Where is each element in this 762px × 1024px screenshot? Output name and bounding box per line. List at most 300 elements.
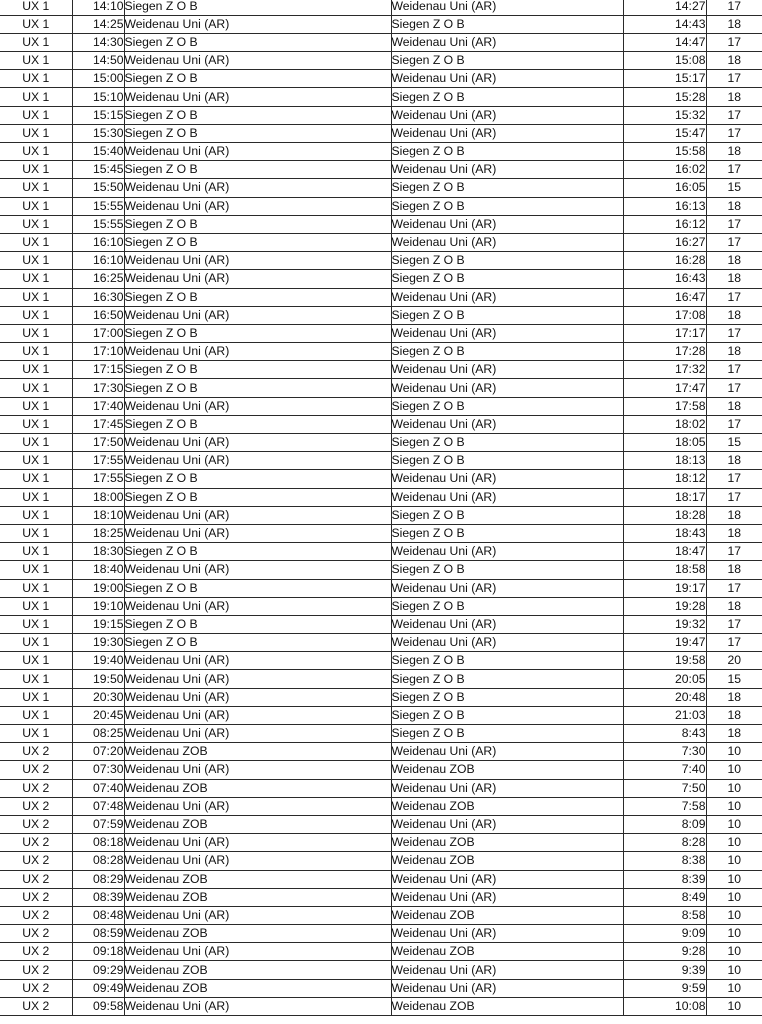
origin-stop-cell: Weidenau Uni (AR) <box>124 688 391 706</box>
origin-stop-cell: Weidenau Uni (AR) <box>124 506 391 524</box>
departure-time-cell: 14:30 <box>72 33 124 51</box>
table-row <box>0 52 762 70</box>
departure-time-cell: 16:25 <box>72 270 124 288</box>
line-cell: UX 1 <box>0 543 72 561</box>
arrival-time-cell: 17:47 <box>623 379 706 397</box>
departure-time-cell: 17:15 <box>72 361 124 379</box>
table-row <box>0 524 762 542</box>
departure-time-cell: 08:18 <box>72 834 124 852</box>
duration-cell: 20 <box>706 652 762 670</box>
duration-cell: 15 <box>706 434 762 452</box>
table-row <box>0 670 762 688</box>
table-row <box>0 961 762 979</box>
arrival-time-cell: 15:58 <box>623 143 706 161</box>
destination-stop-cell: Weidenau ZOB <box>391 834 623 852</box>
arrival-time-cell: 16:28 <box>623 252 706 270</box>
table-row <box>0 597 762 615</box>
origin-stop-cell: Siegen Z O B <box>124 415 391 433</box>
destination-stop-cell: Weidenau Uni (AR) <box>391 870 623 888</box>
duration-cell: 10 <box>706 961 762 979</box>
origin-stop-cell: Weidenau Uni (AR) <box>124 52 391 70</box>
destination-stop-cell: Siegen Z O B <box>391 688 623 706</box>
destination-stop-cell: Siegen Z O B <box>391 52 623 70</box>
departure-time-cell: 16:10 <box>72 252 124 270</box>
departure-time-cell: 08:25 <box>72 725 124 743</box>
line-cell: UX 1 <box>0 488 72 506</box>
line-cell: UX 1 <box>0 397 72 415</box>
destination-stop-cell: Weidenau Uni (AR) <box>391 0 623 15</box>
line-cell: UX 2 <box>0 888 72 906</box>
duration-cell: 17 <box>706 106 762 124</box>
destination-stop-cell: Weidenau Uni (AR) <box>391 361 623 379</box>
origin-stop-cell: Weidenau ZOB <box>124 870 391 888</box>
duration-cell: 10 <box>706 815 762 833</box>
table-row <box>0 943 762 961</box>
departure-time-cell: 18:30 <box>72 543 124 561</box>
arrival-time-cell: 18:58 <box>623 561 706 579</box>
line-cell: UX 2 <box>0 815 72 833</box>
origin-stop-cell: Weidenau Uni (AR) <box>124 252 391 270</box>
arrival-time-cell: 18:28 <box>623 506 706 524</box>
duration-cell: 17 <box>706 288 762 306</box>
departure-time-cell: 09:58 <box>72 997 124 1015</box>
line-cell: UX 1 <box>0 670 72 688</box>
destination-stop-cell: Weidenau ZOB <box>391 761 623 779</box>
arrival-time-cell: 8:28 <box>623 834 706 852</box>
departure-time-cell: 15:45 <box>72 161 124 179</box>
table-row <box>0 688 762 706</box>
line-cell: UX 1 <box>0 415 72 433</box>
line-cell: UX 2 <box>0 779 72 797</box>
duration-cell: 17 <box>706 634 762 652</box>
origin-stop-cell: Weidenau Uni (AR) <box>124 197 391 215</box>
duration-cell: 17 <box>706 233 762 251</box>
duration-cell: 10 <box>706 925 762 943</box>
destination-stop-cell: Weidenau Uni (AR) <box>391 815 623 833</box>
arrival-time-cell: 21:03 <box>623 706 706 724</box>
origin-stop-cell: Siegen Z O B <box>124 361 391 379</box>
duration-cell: 18 <box>706 397 762 415</box>
destination-stop-cell: Siegen Z O B <box>391 343 623 361</box>
line-cell: UX 2 <box>0 906 72 924</box>
origin-stop-cell: Weidenau Uni (AR) <box>124 597 391 615</box>
line-cell: UX 1 <box>0 561 72 579</box>
destination-stop-cell: Siegen Z O B <box>391 506 623 524</box>
departure-time-cell: 17:30 <box>72 379 124 397</box>
line-cell: UX 2 <box>0 961 72 979</box>
table-row <box>0 179 762 197</box>
origin-stop-cell: Weidenau ZOB <box>124 925 391 943</box>
line-cell: UX 2 <box>0 852 72 870</box>
origin-stop-cell: Siegen Z O B <box>124 579 391 597</box>
duration-cell: 18 <box>706 688 762 706</box>
table-row <box>0 197 762 215</box>
destination-stop-cell: Weidenau Uni (AR) <box>391 106 623 124</box>
line-cell: UX 2 <box>0 979 72 997</box>
departure-time-cell: 15:55 <box>72 215 124 233</box>
duration-cell: 17 <box>706 361 762 379</box>
duration-cell: 17 <box>706 124 762 142</box>
line-cell: UX 1 <box>0 379 72 397</box>
destination-stop-cell: Weidenau Uni (AR) <box>391 161 623 179</box>
duration-cell: 17 <box>706 0 762 15</box>
line-cell: UX 1 <box>0 33 72 51</box>
destination-stop-cell: Siegen Z O B <box>391 434 623 452</box>
departure-time-cell: 09:29 <box>72 961 124 979</box>
line-cell: UX 1 <box>0 143 72 161</box>
arrival-time-cell: 17:58 <box>623 397 706 415</box>
duration-cell: 17 <box>706 324 762 342</box>
arrival-time-cell: 18:02 <box>623 415 706 433</box>
departure-time-cell: 07:20 <box>72 743 124 761</box>
origin-stop-cell: Weidenau ZOB <box>124 961 391 979</box>
origin-stop-cell: Weidenau Uni (AR) <box>124 306 391 324</box>
duration-cell: 17 <box>706 579 762 597</box>
table-row <box>0 488 762 506</box>
line-cell: UX 1 <box>0 343 72 361</box>
arrival-time-cell: 19:17 <box>623 579 706 597</box>
arrival-time-cell: 16:43 <box>623 270 706 288</box>
line-cell: UX 1 <box>0 124 72 142</box>
table-row <box>0 725 762 743</box>
destination-stop-cell: Siegen Z O B <box>391 270 623 288</box>
origin-stop-cell: Weidenau Uni (AR) <box>124 270 391 288</box>
destination-stop-cell: Weidenau Uni (AR) <box>391 33 623 51</box>
departure-time-cell: 20:45 <box>72 706 124 724</box>
duration-cell: 18 <box>706 15 762 33</box>
departure-time-cell: 19:15 <box>72 615 124 633</box>
line-cell: UX 1 <box>0 452 72 470</box>
destination-stop-cell: Siegen Z O B <box>391 561 623 579</box>
destination-stop-cell: Weidenau Uni (AR) <box>391 70 623 88</box>
arrival-time-cell: 16:02 <box>623 161 706 179</box>
table-row <box>0 397 762 415</box>
arrival-time-cell: 14:43 <box>623 15 706 33</box>
duration-cell: 18 <box>706 452 762 470</box>
line-cell: UX 1 <box>0 688 72 706</box>
destination-stop-cell: Weidenau Uni (AR) <box>391 324 623 342</box>
line-cell: UX 1 <box>0 615 72 633</box>
table-row <box>0 343 762 361</box>
line-cell: UX 2 <box>0 925 72 943</box>
destination-stop-cell: Weidenau ZOB <box>391 797 623 815</box>
line-cell: UX 2 <box>0 761 72 779</box>
destination-stop-cell: Siegen Z O B <box>391 143 623 161</box>
line-cell: UX 1 <box>0 0 72 15</box>
arrival-time-cell: 7:50 <box>623 779 706 797</box>
origin-stop-cell: Siegen Z O B <box>124 324 391 342</box>
arrival-time-cell: 8:43 <box>623 725 706 743</box>
arrival-time-cell: 16:13 <box>623 197 706 215</box>
duration-cell: 10 <box>706 870 762 888</box>
destination-stop-cell: Weidenau Uni (AR) <box>391 233 623 251</box>
arrival-time-cell: 17:28 <box>623 343 706 361</box>
destination-stop-cell: Weidenau Uni (AR) <box>391 415 623 433</box>
departure-time-cell: 18:25 <box>72 524 124 542</box>
origin-stop-cell: Weidenau ZOB <box>124 779 391 797</box>
departure-time-cell: 08:59 <box>72 925 124 943</box>
origin-stop-cell: Siegen Z O B <box>124 634 391 652</box>
departure-time-cell: 19:50 <box>72 670 124 688</box>
table-row <box>0 834 762 852</box>
arrival-time-cell: 16:12 <box>623 215 706 233</box>
line-cell: UX 1 <box>0 161 72 179</box>
departure-time-cell: 19:10 <box>72 597 124 615</box>
destination-stop-cell: Weidenau Uni (AR) <box>391 979 623 997</box>
departure-time-cell: 17:50 <box>72 434 124 452</box>
line-cell: UX 1 <box>0 506 72 524</box>
line-cell: UX 1 <box>0 706 72 724</box>
departure-time-cell: 17:55 <box>72 470 124 488</box>
departure-time-cell: 15:00 <box>72 70 124 88</box>
departure-time-cell: 19:30 <box>72 634 124 652</box>
line-cell: UX 1 <box>0 725 72 743</box>
duration-cell: 17 <box>706 33 762 51</box>
duration-cell: 10 <box>706 779 762 797</box>
arrival-time-cell: 17:17 <box>623 324 706 342</box>
departure-time-cell: 14:10 <box>72 0 124 15</box>
destination-stop-cell: Weidenau ZOB <box>391 997 623 1015</box>
table-row <box>0 0 762 15</box>
destination-stop-cell: Siegen Z O B <box>391 252 623 270</box>
departure-time-cell: 07:59 <box>72 815 124 833</box>
departure-time-cell: 18:40 <box>72 561 124 579</box>
departure-time-cell: 16:10 <box>72 233 124 251</box>
departure-time-cell: 20:30 <box>72 688 124 706</box>
table-row <box>0 161 762 179</box>
table-row <box>0 434 762 452</box>
duration-cell: 18 <box>706 725 762 743</box>
duration-cell: 17 <box>706 543 762 561</box>
arrival-time-cell: 20:05 <box>623 670 706 688</box>
table-row <box>0 288 762 306</box>
destination-stop-cell: Weidenau Uni (AR) <box>391 779 623 797</box>
destination-stop-cell: Weidenau Uni (AR) <box>391 888 623 906</box>
line-cell: UX 2 <box>0 743 72 761</box>
table-row <box>0 106 762 124</box>
arrival-time-cell: 17:08 <box>623 306 706 324</box>
line-cell: UX 1 <box>0 197 72 215</box>
departure-time-cell: 19:00 <box>72 579 124 597</box>
origin-stop-cell: Weidenau Uni (AR) <box>124 15 391 33</box>
table-row <box>0 70 762 88</box>
table-row <box>0 270 762 288</box>
destination-stop-cell: Weidenau Uni (AR) <box>391 925 623 943</box>
arrival-time-cell: 9:59 <box>623 979 706 997</box>
destination-stop-cell: Weidenau Uni (AR) <box>391 215 623 233</box>
arrival-time-cell: 9:28 <box>623 943 706 961</box>
destination-stop-cell: Weidenau Uni (AR) <box>391 579 623 597</box>
line-cell: UX 1 <box>0 652 72 670</box>
destination-stop-cell: Weidenau Uni (AR) <box>391 743 623 761</box>
departure-time-cell: 17:00 <box>72 324 124 342</box>
origin-stop-cell: Weidenau Uni (AR) <box>124 906 391 924</box>
destination-stop-cell: Siegen Z O B <box>391 670 623 688</box>
table-row <box>0 379 762 397</box>
arrival-time-cell: 19:47 <box>623 634 706 652</box>
arrival-time-cell: 16:27 <box>623 233 706 251</box>
arrival-time-cell: 9:09 <box>623 925 706 943</box>
duration-cell: 17 <box>706 415 762 433</box>
duration-cell: 10 <box>706 943 762 961</box>
origin-stop-cell: Weidenau Uni (AR) <box>124 524 391 542</box>
departure-time-cell: 18:10 <box>72 506 124 524</box>
table-row <box>0 579 762 597</box>
table-row <box>0 979 762 997</box>
duration-cell: 15 <box>706 179 762 197</box>
arrival-time-cell: 15:28 <box>623 88 706 106</box>
arrival-time-cell: 14:27 <box>623 0 706 15</box>
arrival-time-cell: 18:13 <box>623 452 706 470</box>
departure-time-cell: 08:39 <box>72 888 124 906</box>
table-row <box>0 815 762 833</box>
duration-cell: 17 <box>706 161 762 179</box>
line-cell: UX 1 <box>0 70 72 88</box>
arrival-time-cell: 8:49 <box>623 888 706 906</box>
origin-stop-cell: Siegen Z O B <box>124 124 391 142</box>
departure-time-cell: 17:40 <box>72 397 124 415</box>
destination-stop-cell: Siegen Z O B <box>391 524 623 542</box>
departure-time-cell: 16:50 <box>72 306 124 324</box>
destination-stop-cell: Siegen Z O B <box>391 179 623 197</box>
table-row <box>0 215 762 233</box>
duration-cell: 18 <box>706 270 762 288</box>
table-row <box>0 888 762 906</box>
origin-stop-cell: Siegen Z O B <box>124 215 391 233</box>
arrival-time-cell: 15:32 <box>623 106 706 124</box>
origin-stop-cell: Siegen Z O B <box>124 470 391 488</box>
line-cell: UX 2 <box>0 997 72 1015</box>
line-cell: UX 1 <box>0 634 72 652</box>
duration-cell: 10 <box>706 761 762 779</box>
duration-cell: 10 <box>706 834 762 852</box>
line-cell: UX 1 <box>0 288 72 306</box>
departure-time-cell: 15:10 <box>72 88 124 106</box>
duration-cell: 18 <box>706 88 762 106</box>
table-row <box>0 652 762 670</box>
table-row <box>0 88 762 106</box>
origin-stop-cell: Siegen Z O B <box>124 33 391 51</box>
table-row <box>0 561 762 579</box>
arrival-time-cell: 19:28 <box>623 597 706 615</box>
destination-stop-cell: Siegen Z O B <box>391 88 623 106</box>
line-cell: UX 1 <box>0 324 72 342</box>
departure-time-cell: 17:55 <box>72 452 124 470</box>
table-row <box>0 361 762 379</box>
table-row <box>0 233 762 251</box>
line-cell: UX 1 <box>0 524 72 542</box>
duration-cell: 10 <box>706 797 762 815</box>
line-cell: UX 1 <box>0 434 72 452</box>
line-cell: UX 1 <box>0 215 72 233</box>
departure-time-cell: 08:48 <box>72 906 124 924</box>
duration-cell: 18 <box>706 597 762 615</box>
origin-stop-cell: Weidenau Uni (AR) <box>124 852 391 870</box>
arrival-time-cell: 8:39 <box>623 870 706 888</box>
origin-stop-cell: Weidenau ZOB <box>124 888 391 906</box>
origin-stop-cell: Weidenau Uni (AR) <box>124 943 391 961</box>
origin-stop-cell: Weidenau Uni (AR) <box>124 434 391 452</box>
destination-stop-cell: Weidenau ZOB <box>391 943 623 961</box>
duration-cell: 18 <box>706 561 762 579</box>
line-cell: UX 1 <box>0 470 72 488</box>
line-cell: UX 2 <box>0 943 72 961</box>
departure-time-cell: 15:40 <box>72 143 124 161</box>
arrival-time-cell: 15:47 <box>623 124 706 142</box>
arrival-time-cell: 20:48 <box>623 688 706 706</box>
table-row <box>0 506 762 524</box>
duration-cell: 10 <box>706 979 762 997</box>
destination-stop-cell: Weidenau Uni (AR) <box>391 615 623 633</box>
departure-time-cell: 15:15 <box>72 106 124 124</box>
destination-stop-cell: Weidenau Uni (AR) <box>391 124 623 142</box>
line-cell: UX 1 <box>0 306 72 324</box>
departure-time-cell: 14:50 <box>72 52 124 70</box>
table-row <box>0 415 762 433</box>
destination-stop-cell: Weidenau Uni (AR) <box>391 543 623 561</box>
departure-time-cell: 14:25 <box>72 15 124 33</box>
origin-stop-cell: Weidenau Uni (AR) <box>124 88 391 106</box>
arrival-time-cell: 19:32 <box>623 615 706 633</box>
arrival-time-cell: 8:09 <box>623 815 706 833</box>
destination-stop-cell: Siegen Z O B <box>391 15 623 33</box>
line-cell: UX 2 <box>0 834 72 852</box>
origin-stop-cell: Weidenau ZOB <box>124 979 391 997</box>
destination-stop-cell: Weidenau Uni (AR) <box>391 634 623 652</box>
duration-cell: 18 <box>706 197 762 215</box>
arrival-time-cell: 7:40 <box>623 761 706 779</box>
origin-stop-cell: Weidenau Uni (AR) <box>124 179 391 197</box>
destination-stop-cell: Weidenau Uni (AR) <box>391 379 623 397</box>
arrival-time-cell: 19:58 <box>623 652 706 670</box>
line-cell: UX 2 <box>0 797 72 815</box>
line-cell: UX 1 <box>0 106 72 124</box>
table-row <box>0 779 762 797</box>
duration-cell: 10 <box>706 906 762 924</box>
origin-stop-cell: Weidenau Uni (AR) <box>124 561 391 579</box>
duration-cell: 18 <box>706 706 762 724</box>
table-row <box>0 306 762 324</box>
duration-cell: 18 <box>706 524 762 542</box>
duration-cell: 17 <box>706 215 762 233</box>
destination-stop-cell: Siegen Z O B <box>391 197 623 215</box>
arrival-time-cell: 7:58 <box>623 797 706 815</box>
departure-time-cell: 07:40 <box>72 779 124 797</box>
table-row <box>0 852 762 870</box>
origin-stop-cell: Weidenau Uni (AR) <box>124 761 391 779</box>
origin-stop-cell: Weidenau Uni (AR) <box>124 652 391 670</box>
line-cell: UX 1 <box>0 15 72 33</box>
origin-stop-cell: Weidenau Uni (AR) <box>124 834 391 852</box>
origin-stop-cell: Siegen Z O B <box>124 106 391 124</box>
departure-time-cell: 19:40 <box>72 652 124 670</box>
origin-stop-cell: Siegen Z O B <box>124 379 391 397</box>
departure-time-cell: 09:18 <box>72 943 124 961</box>
table-row <box>0 124 762 142</box>
departure-time-cell: 07:48 <box>72 797 124 815</box>
destination-stop-cell: Weidenau Uni (AR) <box>391 288 623 306</box>
line-cell: UX 1 <box>0 597 72 615</box>
line-cell: UX 1 <box>0 579 72 597</box>
duration-cell: 10 <box>706 997 762 1015</box>
destination-stop-cell: Siegen Z O B <box>391 452 623 470</box>
arrival-time-cell: 18:17 <box>623 488 706 506</box>
arrival-time-cell: 8:38 <box>623 852 706 870</box>
table-row <box>0 452 762 470</box>
origin-stop-cell: Siegen Z O B <box>124 615 391 633</box>
table-row <box>0 743 762 761</box>
duration-cell: 17 <box>706 470 762 488</box>
